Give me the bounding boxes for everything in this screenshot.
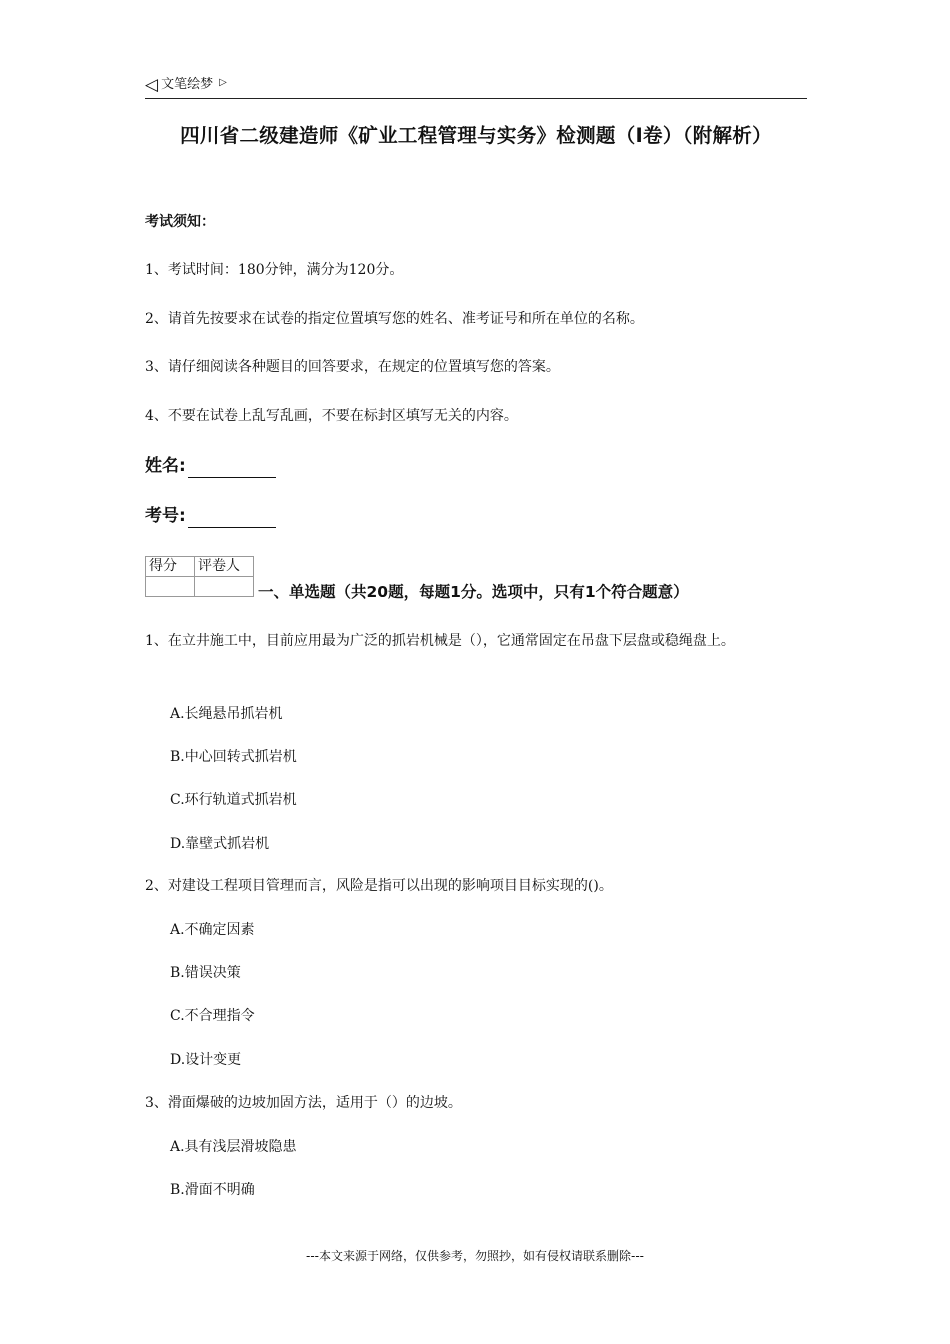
header-rule xyxy=(145,98,807,99)
question-text: 2、对建设工程项目管理而言，风险是指可以出现的影响项目目标实现的()。 xyxy=(145,878,613,894)
score-table xyxy=(145,556,254,597)
question-option: B.中心回转式抓岩机 xyxy=(170,749,297,765)
question-option: D.靠壁式抓岩机 xyxy=(170,836,270,852)
grader-cell xyxy=(195,577,254,597)
notice-item: 3、请仔细阅读各种题目的回答要求，在规定的位置填写您的答案。 xyxy=(145,359,560,375)
question-option: A.不确定因素 xyxy=(170,922,255,938)
exam-id-field xyxy=(145,504,276,528)
score-header: 得分 xyxy=(146,557,195,577)
name-field xyxy=(145,454,276,478)
brand-label: 文笔绘梦 xyxy=(161,77,214,92)
document-title: 四川省二级建造师《矿业工程管理与实务》检测题（I卷）（附解析） xyxy=(180,124,772,147)
question-option: A.长绳悬吊抓岩机 xyxy=(170,706,283,722)
question-text: 3、滑面爆破的边坡加固方法，适用于（）的边坡。 xyxy=(145,1095,462,1111)
question-option: C.环行轨道式抓岩机 xyxy=(170,792,297,808)
notice-item: 4、不要在试卷上乱写乱画，不要在标封区填写无关的内容。 xyxy=(145,408,518,424)
question-option: A.具有浅层滑坡隐患 xyxy=(170,1139,297,1155)
question-option: D.设计变更 xyxy=(170,1052,242,1068)
question-text: 1、在立井施工中，目前应用最为广泛的抓岩机械是（），它通常固定在吊盘下层盘或稳绳盘上。 xyxy=(145,633,735,649)
brand xyxy=(145,74,227,96)
notice-item: 1、考试时间：180分钟，满分为120分。 xyxy=(145,262,404,278)
notice-item: 2、请首先按要求在试卷的指定位置填写您的姓名、准考证号和所在单位的名称。 xyxy=(145,311,644,327)
score-cell xyxy=(146,577,195,597)
question-option: B.错误决策 xyxy=(170,965,241,981)
question-option: B.滑面不明确 xyxy=(170,1182,255,1198)
name-blank xyxy=(188,457,276,478)
section-title: 一、单选题（共20题，每题1分。选项中，只有1个符合题意） xyxy=(258,583,689,601)
question-option: C.不合理指令 xyxy=(170,1008,255,1024)
exam-id-label: 考号: xyxy=(145,506,186,526)
triangle-left-icon: ◁ xyxy=(145,75,159,95)
page-header xyxy=(145,74,805,98)
name-label: 姓名: xyxy=(145,456,186,476)
exam-id-blank xyxy=(188,507,276,528)
triangle-right-icon: ▷ xyxy=(219,77,227,88)
notice-heading: 考试须知： xyxy=(145,214,215,230)
page-footer: ---本文来源于网络，仅供参考，勿照抄，如有侵权请联系删除--- xyxy=(306,1249,644,1263)
grader-header: 评卷人 xyxy=(195,557,254,577)
